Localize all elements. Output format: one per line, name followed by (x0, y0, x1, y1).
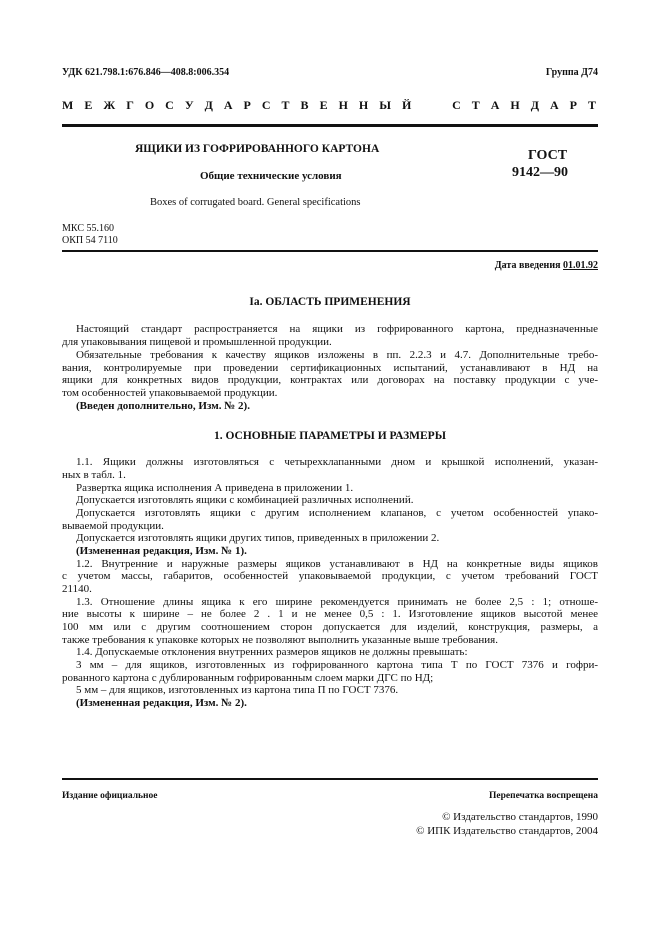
paragraph-line: Допускается изготовлять ящики с другим исполнением клапанов, с учетом особенностей упако- (76, 507, 598, 519)
paragraph-line: ние высоты к ширине – не более 2 . 1 и не менее 0,5 : 1. Изготовление ящиков высотой менее (62, 608, 598, 620)
paragraph-line: ных в табл. 1. (62, 469, 126, 481)
amendment-note: (Измененная редакция, Изм. № 2). (76, 697, 247, 709)
paragraph-line: том особенностей упаковываемой продукции. (62, 387, 278, 399)
paragraph-line: с учетом массы, габаритов, особенностей упаковываемой продукции, с учетом требований ГОСТ (62, 570, 598, 582)
reprint-notice: Перепечатка воспрещена (488, 791, 598, 801)
footer-rule (62, 778, 598, 780)
paragraph-line: 21140. (62, 583, 92, 595)
copyright-line-2: © ИПК Издательство стандартов, 2004 (416, 825, 598, 837)
section-1-heading: 1. ОСНОВНЫЕ ПАРАМЕТРЫ И РАЗМЕРЫ (213, 430, 447, 442)
amendment-note: (Измененная редакция, Изм. № 1). (76, 545, 247, 557)
paragraph-line: 1.2. Внутренние и наружные размеры ящиков устанавливают в НД на конкретные виды ящиков (76, 558, 598, 570)
paragraph-line: вания, контролируемые при проведении сертификационных испытаний, устанавливают в НД на (62, 362, 598, 374)
paragraph-line: для упаковывания пищевой и промышленной продукции. (62, 336, 332, 348)
section-1a-heading: Iа. ОБЛАСТЬ ПРИМЕНЕНИЯ (249, 296, 411, 308)
paragraph-line: 100 мм или с другим соотношением сторон допускается для изделий, конструкция, размеры, а (62, 621, 598, 633)
group-code: Группа Д74 (545, 67, 598, 78)
paragraph-line: Обязательные требования к качеству ящиков изложены в пп. 2.2.3 и 4.7. Дополнительные требо- (76, 349, 598, 361)
paragraph-line: Развертка ящика исполнения А приведена в приложении 1. (76, 482, 354, 494)
standard-banner (62, 98, 598, 113)
mks-code: МКС 55.160 (62, 223, 114, 234)
paragraph-line: 5 мм – для ящиков, изготовленных из картона типа П по ГОСТ 7376. (76, 684, 399, 696)
banner-right: С Т А Н Д А Р Т (452, 98, 598, 112)
introduction-date-label: Дата введения (494, 260, 561, 271)
introduction-date (495, 259, 598, 272)
english-title: Boxes of corrugated board. General specifications (150, 197, 361, 208)
document-title: ЯЩИКИ ИЗ ГОФРИРОВАННОГО КАРТОНА (135, 143, 380, 155)
document-subtitle: Общие технические условия (200, 170, 342, 182)
copyright-line-1: © Издательство стандартов, 1990 (442, 811, 598, 823)
amendment-note: (Введен дополнительно, Изм. № 2). (76, 400, 250, 412)
paragraph-line: Допускается изготовлять ящики с комбинацией различных исполнений. (76, 494, 414, 506)
paragraph-line: ящики для конкретных видов продукции, контрактах или договорах на поставку продукции с уче- (62, 374, 598, 386)
banner-left: М Е Ж Г О С У Д А Р С Т В Е Н Н Ы Й (62, 98, 414, 112)
gost-label: ГОСТ (528, 148, 568, 163)
paragraph-line: 1.4. Допускаемые отклонения внутренних размеров ящиков не должны превышать: (76, 646, 468, 658)
codes-rule (62, 250, 598, 252)
paragraph-line: 1.1. Ящики должны изготовляться с четырехклапанными дном и крышкой исполнений, указан- (76, 456, 598, 468)
paragraph-line: Допускается изготовлять ящики других типов, приведенных в приложении 2. (76, 532, 440, 544)
paragraph-line: 3 мм – для ящиков, изготовленных из гофрированного картона типа Т по ГОСТ 7376 и гофри- (76, 659, 598, 671)
udk-code: УДК 621.798.1:676.846—408.8:006.354 (62, 67, 230, 78)
paragraph-line: вываемой продукции. (62, 520, 164, 532)
gost-number: 9142—90 (512, 165, 568, 180)
introduction-date-value: 01.01.92 (563, 260, 598, 271)
header-rule (62, 124, 598, 127)
official-edition: Издание официальное (62, 791, 158, 801)
paragraph-line: 1.3. Отношение длины ящика к его ширине рекомендуется принимать не более 2,5 : 1; отноше- (76, 596, 598, 608)
okp-code: ОКП 54 7110 (62, 235, 118, 246)
paragraph-line: также требования к упаковке которых не позволяют выполнить указанные выше требования. (62, 634, 498, 646)
paragraph-line: Настоящий стандарт распространяется на ящики из гофрированного картона, предназначенные (76, 323, 598, 335)
paragraph-line: рованного картона с дублированным гофрированным слоем марки ДГС по НД; (62, 672, 434, 684)
